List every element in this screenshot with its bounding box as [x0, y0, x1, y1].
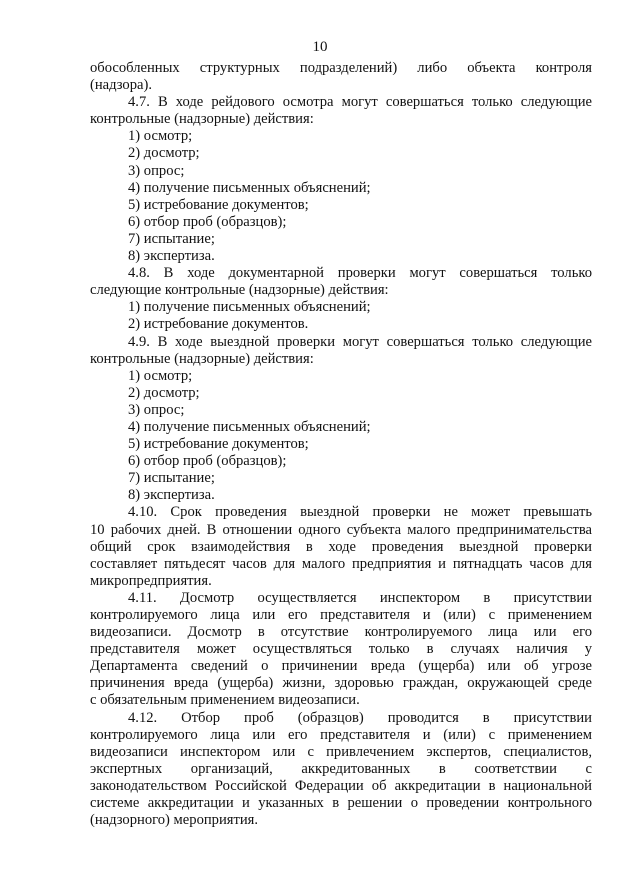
- text-line: контролируемого лица или его представителя и (или) с применением: [90, 607, 592, 623]
- text-line: 6) отбор проб (образцов);: [128, 453, 287, 470]
- text-line: составляет пятьдесят часов для малого предприятия и пятнадцать часов для: [90, 555, 592, 572]
- text-line: 4) получение письменных объяснений;: [128, 418, 371, 435]
- text-line: микропредприятия.: [90, 572, 212, 589]
- text-line: экспертных организаций, аккредитованных в соответствии с: [90, 760, 592, 777]
- text-line: 7) испытание;: [128, 230, 215, 247]
- text-line: обособленных структурных подразделений) либо объекта контроля: [90, 60, 592, 76]
- text-line: 2) истребование документов.: [128, 316, 309, 333]
- text-line: 8) экспертиза.: [128, 487, 215, 504]
- page-number: 10: [312, 39, 328, 55]
- text-line: 4.7. В ходе рейдового осмотра могут совершаться только следующие: [128, 94, 592, 111]
- text-line: 4.12. Отбор проб (образцов) проводится в присутствии: [128, 709, 592, 726]
- text-line: видеозаписи. Досмотр в отсутствие контролируемого лица или его: [90, 624, 592, 641]
- text-line: системе аккредитации и указанных в решении о проведении контрольного: [90, 795, 592, 812]
- text-line: видеозаписи инспектором или с привлечением экспертов, специалистов,: [90, 743, 592, 760]
- text-line: 1) осмотр;: [128, 128, 193, 145]
- text-line: Департамента сведений о причинении вреда (ущерба) или об угрозе: [90, 658, 592, 675]
- text-line: 5) истребование документов;: [128, 436, 309, 453]
- text-line: 4.9. В ходе выездной проверки могут совершаться только следующие: [128, 333, 592, 350]
- text-line: 4.10. Срок проведения выездной проверки не может превышать: [128, 504, 592, 521]
- text-line: 1) получение письменных объяснений;: [128, 299, 371, 316]
- text-line: представителя может осуществляться только в случаях наличия у: [90, 641, 592, 658]
- text-line: 2) досмотр;: [128, 145, 200, 162]
- text-line: причинения вреда (ущерба) жизни, здоровью граждан, окружающей среде: [90, 675, 592, 692]
- text-line: 7) испытание;: [128, 470, 215, 487]
- text-line: 5) истребование документов;: [128, 196, 309, 213]
- text-line: следующие контрольные (надзорные) действия:: [90, 282, 389, 299]
- text-line: 3) опрос;: [128, 401, 185, 418]
- text-line: 4) получение письменных объяснений;: [128, 179, 371, 196]
- text-line: контрольные (надзорные) действия:: [90, 350, 314, 367]
- document-body: [90, 60, 592, 829]
- text-line: 2) досмотр;: [128, 384, 200, 401]
- text-line: (надзора).: [90, 77, 153, 94]
- text-line: общий срок взаимодействия в ходе проведения выездной проверки: [90, 538, 592, 555]
- text-line: 4.11. Досмотр осуществляется инспектором в присутствии: [128, 589, 592, 606]
- text-line: 3) опрос;: [128, 162, 185, 179]
- text-line: 4.8. В ходе документарной проверки могут совершаться только: [128, 265, 592, 282]
- text-line: с обязательным применением видеозаписи.: [90, 692, 360, 709]
- text-line: законодательством Российской Федерации об аккредитации в национальной: [90, 777, 592, 794]
- text-line: 1) осмотр;: [128, 367, 193, 384]
- text-line: (надзорного) мероприятия.: [90, 812, 259, 829]
- text-line: 8) экспертиза.: [128, 248, 215, 265]
- text-line: 10 рабочих дней. В отношении одного субъекта малого предпринимательства: [90, 521, 592, 538]
- text-line: 6) отбор проб (образцов);: [128, 213, 287, 230]
- text-line: контролируемого лица или его представителя и (или) с применением: [90, 726, 592, 743]
- text-line: контрольные (надзорные) действия:: [90, 111, 314, 128]
